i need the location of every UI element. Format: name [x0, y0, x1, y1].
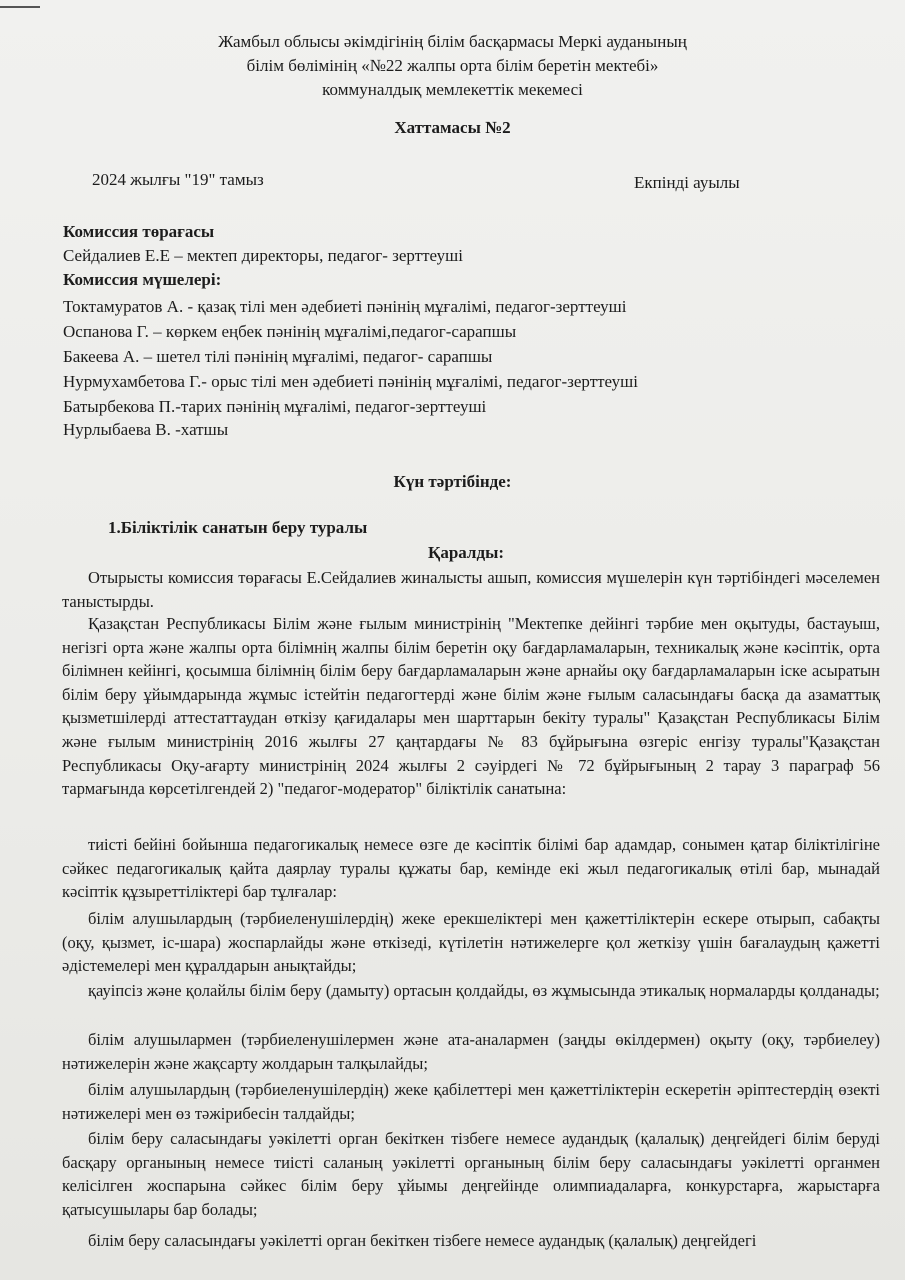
- header-line-3: коммуналдық мемлекеттік мекемесі: [322, 80, 583, 99]
- commission-chair: Сейдалиев Е.Е – мектеп директоры, педагог- зерттеуші: [63, 246, 463, 265]
- considered-heading: Қаралды:: [428, 543, 505, 562]
- commission-member: Оспанова Г. – көркем еңбек пәнінің мұғалімі,педагог-сарапшы: [63, 322, 517, 341]
- paragraph-competence-1: білім алушылардың (тәрбиеленушілердің) жеке ерекшеліктері мен қажеттіліктерін ескере отырып, сабақты (оқу, қызмет, іс-шара) жоспарлайды және өткізеді, күтілетін нәтижелерге қол жеткізу үшін бағалаудың қажетті әдістемелері мен құралдарын анықтайды;: [62, 909, 880, 976]
- paragraph-opening: Отырысты комиссия төрағасы Е.Сейдалиев жиналысты ашып, комиссия мүшелерін күн тәртібіндегі мәселемен таныстырды.: [62, 568, 880, 611]
- commission-chair-heading: Комиссия төрағасы: [63, 222, 215, 241]
- paragraph-competence-2: қауіпсіз және қолайлы білім беру (дамыту) ортасын қолдайды, өз жұмысында этикалық нормаларды қолданады;: [88, 981, 880, 1000]
- commission-secretary: Нурлыбаева В. -хатшы: [63, 420, 229, 439]
- paragraph-competence-5: білім беру саласындағы уәкілетті орган бекіткен тізбеге немесе аудандық (қалалық) деңгейдегі білім беруді басқару органының немесе тиісті саланың уәкілетті органының білім беру саласындағы уәкілетті органмен келісілген жоспарына сәйкес білім беру ұйымы деңгейінде олимпиадаларға, конкурстарға, жарыстарға қатысушылары бар болады;: [62, 1129, 880, 1219]
- paragraph-requirements: тиісті бейіні бойынша педагогикалық немесе өзге де кәсіптік білімі бар адамдар, сонымен қатар біліктілігіне сәйкес педагогикалық қайта даярлау туралы құжаты бар, кемінде екі жыл педагогикалық өтілі бар, мынадай кәсіптік құзыреттіліктері бар тұлғалар:: [62, 835, 880, 902]
- commission-member: Бакеева А. – шетел тілі пәнінің мұғалімі, педагог- сарапшы: [63, 347, 493, 366]
- paragraph-competence-6: білім беру саласындағы уәкілетті орган бекіткен тізбеге немесе аудандық (қалалық) деңгейдегі: [88, 1231, 757, 1250]
- commission-member: Батырбекова П.-тарих пәнінің мұғалімі, педагог-зерттеуші: [63, 397, 487, 416]
- header-line-2: білім бөлімінің «№22 жалпы орта білім беретін мектебі»: [246, 56, 659, 75]
- agenda-heading: Күн тәртібінде:: [393, 472, 512, 491]
- commission-members-heading: Комиссия мүшелері:: [63, 270, 222, 289]
- document-date: 2024 жылғы "19" тамыз: [92, 170, 264, 189]
- paragraph-order-reference: Қазақстан Республикасы Білім және ғылым министрінің "Мектепке дейінгі тәрбие мен оқытуды, бастауыш, негізгі орта және жалпы орта білімнің жалпы білім беретін оқу бағдарламаларын, техникалық және кәсіптік, орта білімнен кейінгі, қосымша білімнің білім беру бағдарламаларын және арнайы оқу бағдарламаларын іске асыратын білім беру ұйымдарында жұмыс істейтін педагогтерді және білім және ғылым саласындағы басқа да азаматтық қызметшілерді аттестаттаудан өткізу қағидалары мен шарттарын бекіту туралы" Қазақстан Республикасы Білім және ғылым министрінің 2016 жылғы 27 қаңтардағы № 83 бұйрығына өзгеріс енгізу туралы"Қазақстан Республикасы Оқу-ағарту министрінің 2024 жылғы 2 сәуірдегі № 72 бұйрығының 2 тарау 3 параграф 56 тармағында көрсетілгендей 2) "педагог-модератор" біліктілік санатына:: [62, 614, 880, 799]
- paragraph-competence-3: білім алушылармен (тәрбиеленушілермен және ата-аналармен (заңды өкілдермен) оқыту (оқу, тәрбиелеу) нәтижелерін және жақсарту жолдарын талқылайды;: [62, 1030, 880, 1073]
- page-top-mark: [0, 0, 40, 8]
- commission-member: Токтамуратов А. - қазақ тілі мен әдебиеті пәнінің мұғалімі, педагог-зерттеуші: [63, 297, 627, 316]
- paragraph-competence-4: білім алушылардың (тәрбиеленушілердің) жеке қабілеттері мен қажеттіліктерін ескеретін әріптестердің өзекті нәтижелері мен өз тәжірибесін талдайды;: [62, 1080, 880, 1123]
- agenda-item: 1.Біліктілік санатын беру туралы: [108, 518, 368, 537]
- document-place: Екпінді ауылы: [634, 173, 740, 192]
- document-title: Хаттамасы №2: [394, 118, 511, 137]
- header-line-1: Жамбыл облысы әкімдігінің білім басқармасы Меркі ауданының: [218, 32, 687, 51]
- commission-member: Нурмухамбетова Г.- орыс тілі мен әдебиеті пәнінің мұғалімі, педагог-зерттеуші: [63, 372, 638, 391]
